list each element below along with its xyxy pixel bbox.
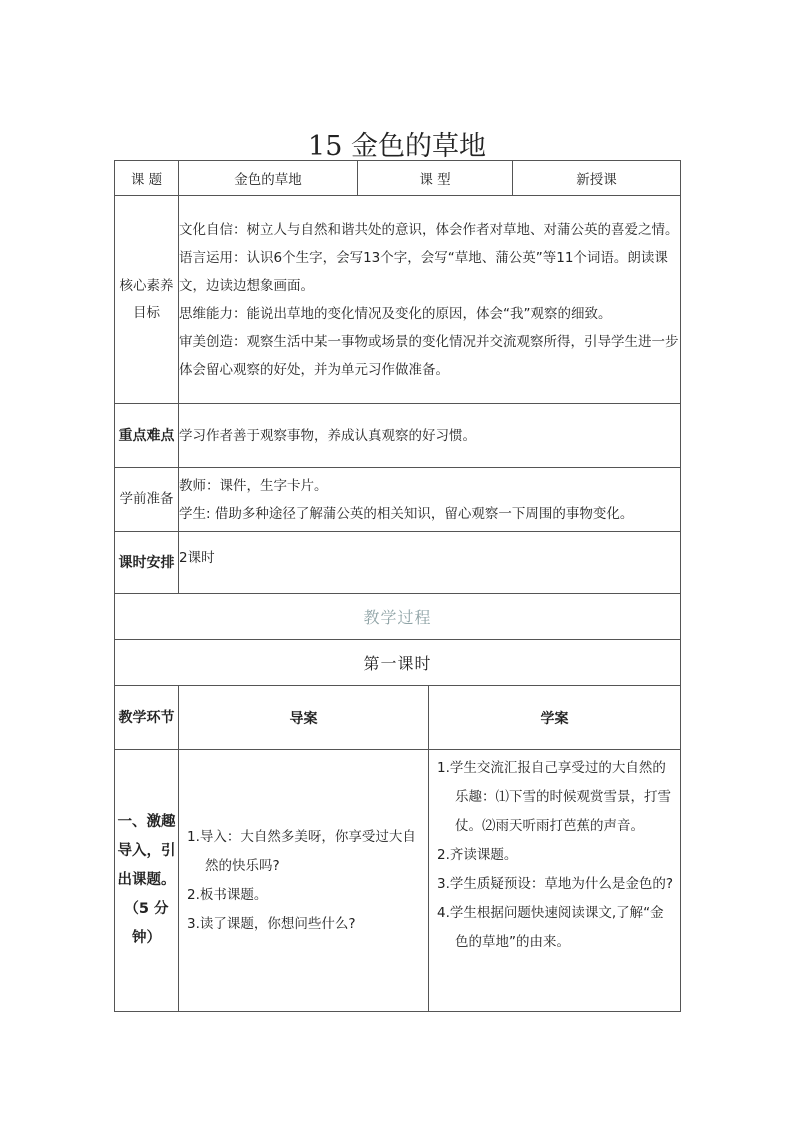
topic-row (115, 161, 681, 196)
schedule-text: 2课时 (179, 532, 681, 594)
schedule-row (115, 532, 681, 594)
preparation-content (179, 468, 681, 532)
study-item: 3.学生质疑预设：草地为什么是金色的? (437, 876, 674, 892)
period-heading-row (115, 640, 681, 686)
process-heading: 教学过程 (115, 594, 681, 640)
type-label: 课 型 (358, 161, 513, 196)
study-column-header: 学案 (429, 686, 681, 750)
preparation-teacher: 教师：课件，生字卡片。 (179, 477, 328, 494)
stage-one-row (115, 750, 681, 1012)
guide-item: 2.板书课题。 (187, 886, 268, 903)
preparation-row (115, 468, 681, 532)
guide-item: 1.导入：大自然多美呀，你享受过大自然的快乐吗? (187, 828, 416, 874)
preparation-student: 学生: 借助多种途径了解蒲公英的相关知识，留心观察一下周围的事物变化。 (179, 505, 634, 522)
study-item: 4.学生根据问题快速阅读课文,了解“金色的草地”的由来。 (437, 905, 664, 950)
column-header-row (115, 686, 681, 750)
process-heading-row (115, 594, 681, 640)
goals-content (179, 196, 681, 404)
type-value: 新授课 (513, 161, 681, 196)
stage-one-label: 一、激趣导入，引出课题。（5 分钟） (115, 750, 179, 1012)
stage-one-guide (179, 750, 429, 1012)
topic-label: 课 题 (115, 161, 179, 196)
key-points-row (115, 404, 681, 468)
period-heading: 第一课时 (115, 640, 681, 686)
key-points-text: 学习作者善于观察事物，养成认真观察的好习惯。 (179, 404, 681, 468)
topic-value: 金色的草地 (179, 161, 358, 196)
goal-culture: 文化自信：树立人与自然和谐共处的意识，体会作者对草地、对蒲公英的喜爱之情。 (179, 221, 679, 238)
study-item: 2.齐读课题。 (437, 847, 518, 863)
goal-thinking: 思维能力：能说出草地的变化情况及变化的原因，体会“我”观察的细致。 (179, 305, 612, 322)
goals-label: 核心素养目标 (115, 196, 179, 404)
goal-language: 语言运用：认识6个生字，会写13个字，会写“草地、蒲公英”等11个词语。朗读课文，边读边想象画面。 (179, 249, 668, 294)
document-title: 15 金色的草地 (308, 131, 486, 162)
key-points-label: 重点难点 (115, 404, 179, 468)
goal-aesthetic: 审美创造：观察生活中某一事物或场景的变化情况并交流观察所得，引导学生进一步体会留心观察的好处，并为单元习作做准备。 (179, 333, 679, 378)
study-item: 1.学生交流汇报自己享受过的大自然的乐趣：⑴下雪的时候观赏雪景，打雪仗。⑵雨天听雨打芭蕉的声音。 (437, 760, 671, 834)
guide-column-header: 导案 (179, 686, 429, 750)
goals-row (115, 196, 681, 404)
lesson-plan-table (114, 160, 681, 1012)
preparation-label: 学前准备 (115, 468, 179, 532)
schedule-label: 课时安排 (115, 532, 179, 594)
stage-column-header: 教学环节 (115, 686, 179, 750)
stage-one-study (429, 750, 681, 1012)
guide-item: 3.读了课题，你想问些什么? (187, 915, 356, 932)
